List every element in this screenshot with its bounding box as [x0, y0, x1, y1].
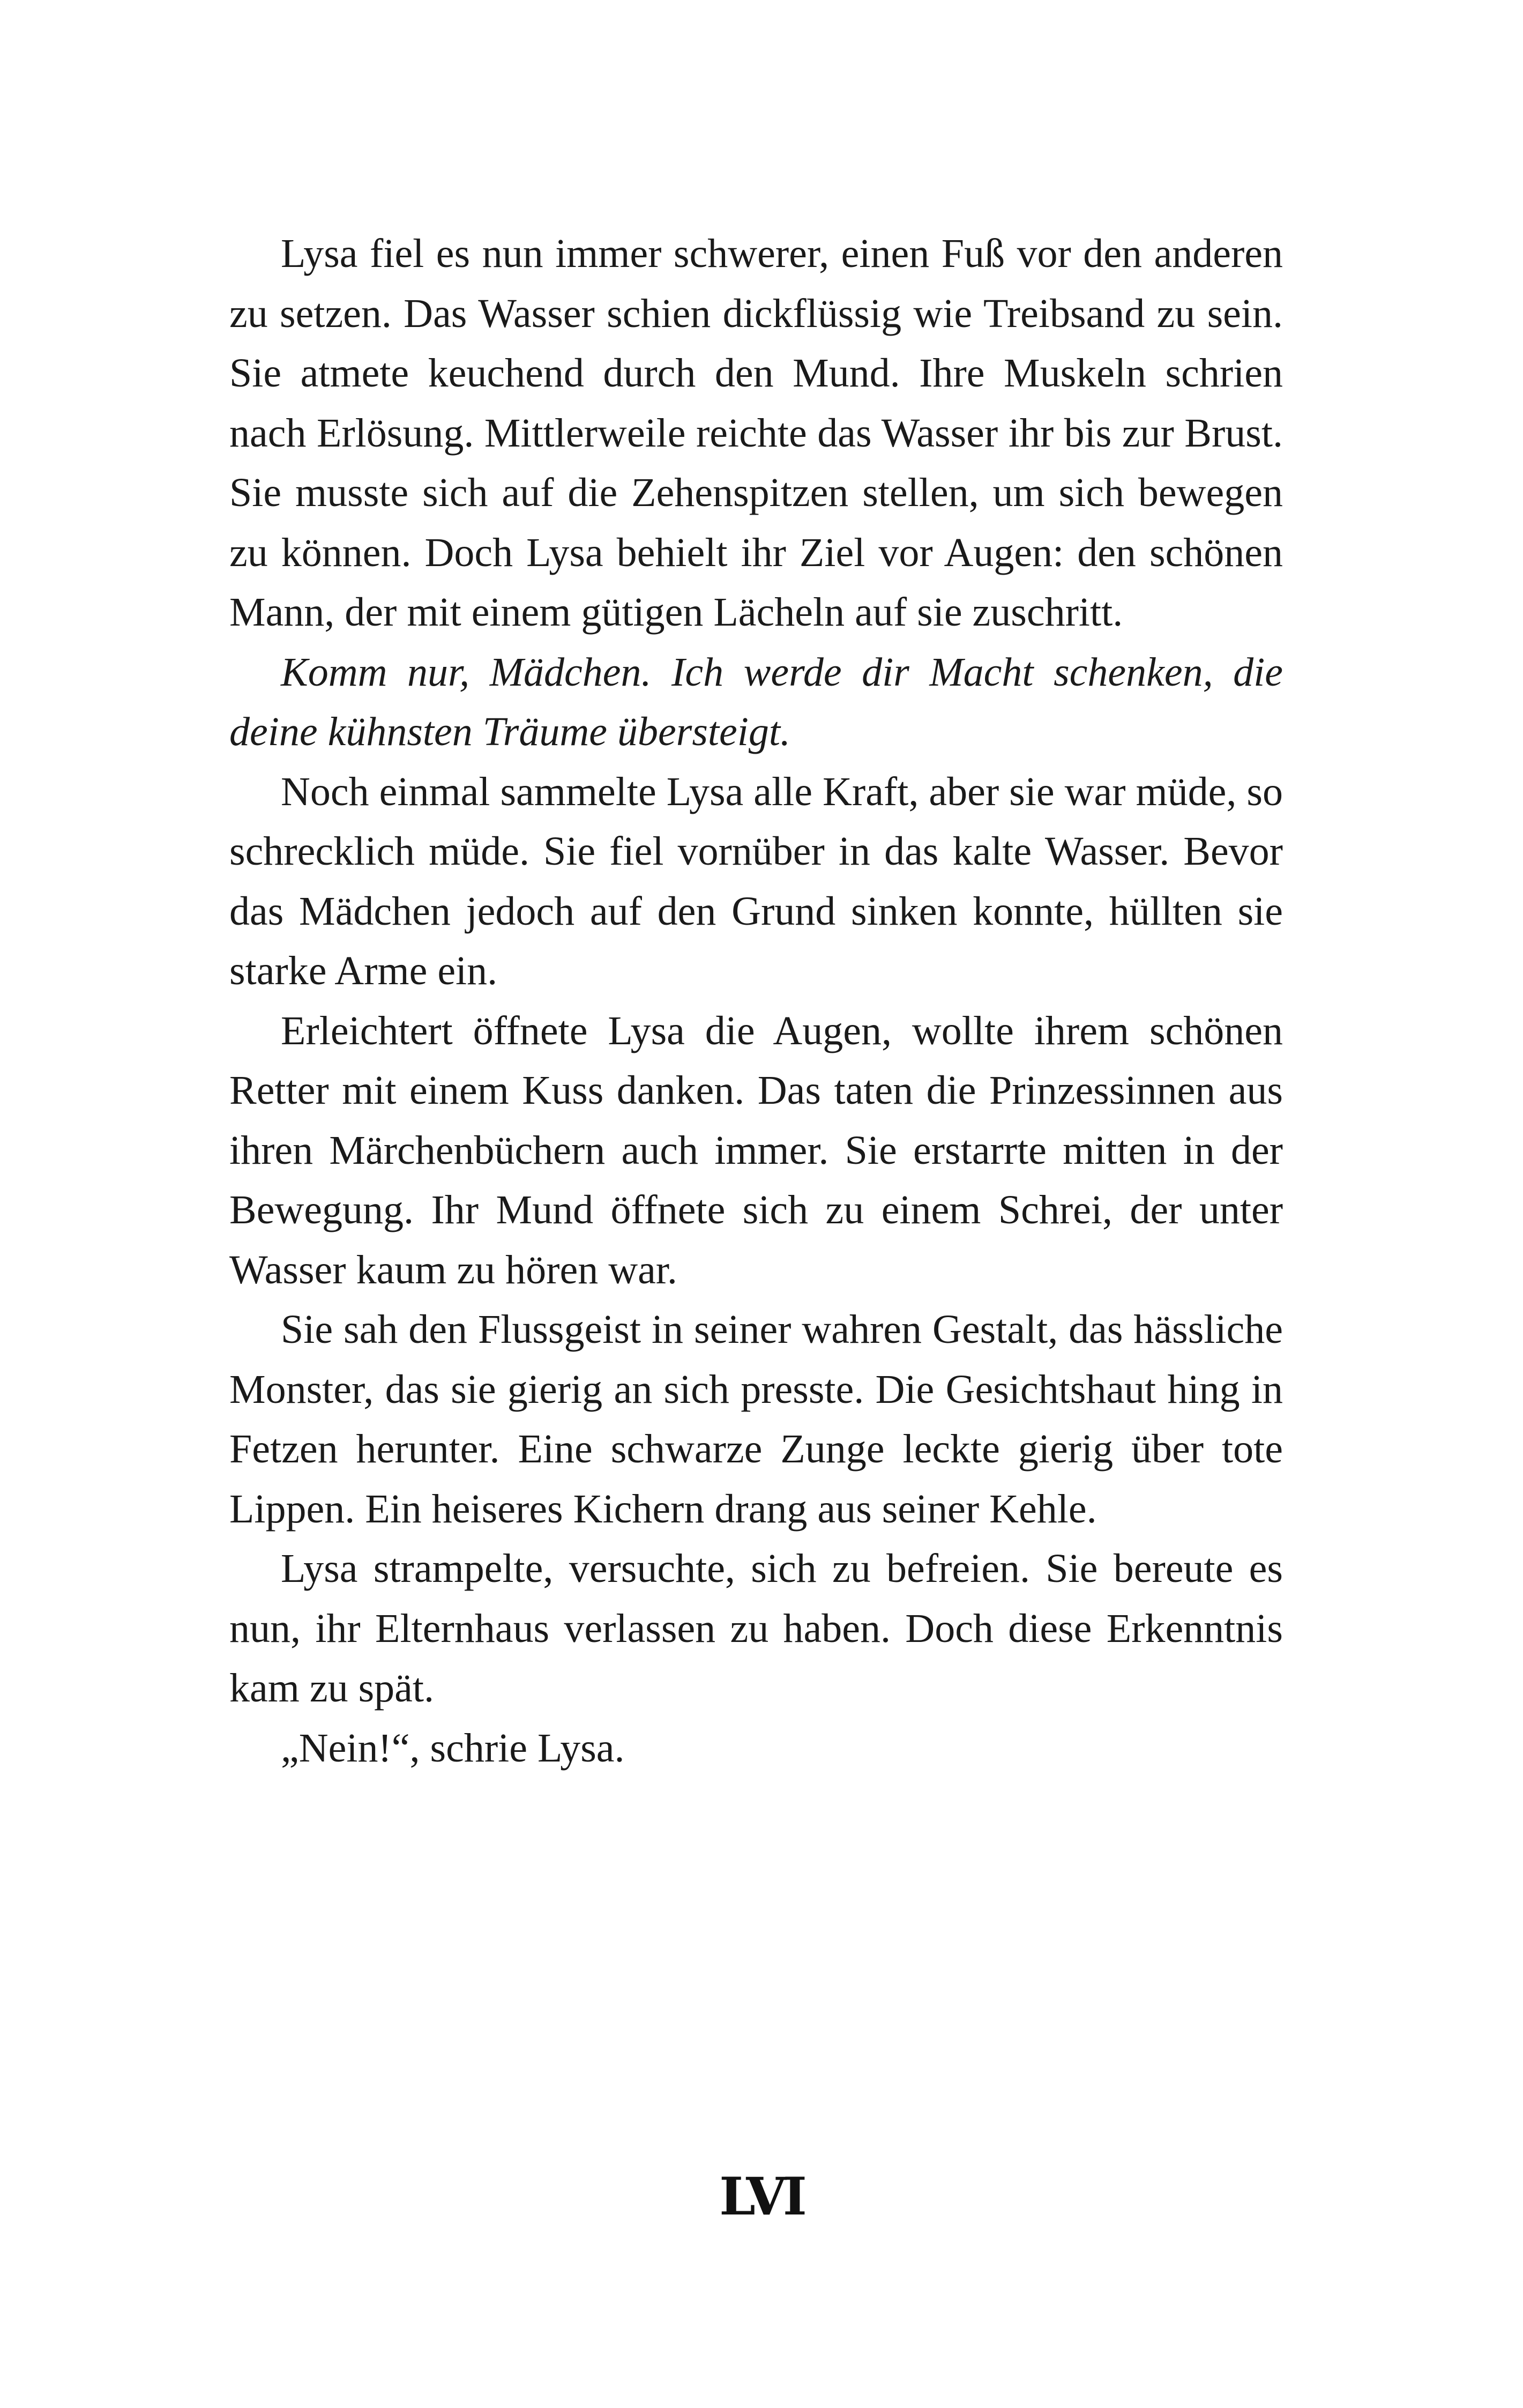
paragraph: Lysa strampelte, versuchte, sich zu befreien. Sie bereute es nun, ihr Elternhaus verlassen zu haben. Doch diese Erkenntnis kam zu spät. [229, 1546, 1283, 1711]
paragraph: Sie sah den Flussgeist in seiner wahren Gestalt, das hässliche Monster, das sie gierig an sich presste. Die Gesichtshaut hing in Fetzen herunter. Eine schwarze Zunge leckte gierig über tote Lippen. Ein heiseres Kichern drang aus seiner Kehle. [229, 1307, 1283, 1532]
paragraph: Lysa fiel es nun immer schwerer, einen Fuß vor den anderen zu setzen. Das Wasser schien dickflüssig wie Treibsand zu sein. Sie atmete keuchend durch den Mund. Ihre Muskeln schrien nach Erlösung. Mittlerweile reichte das Wasser ihr bis zur Brust. Sie musste sich auf die Zehenspitzen stellen, um sich bewegen zu können. Doch Lysa behielt ihr Ziel vor Augen: den schönen Mann, der mit einem gütigen Lächeln auf sie zuschritt. [229, 231, 1283, 635]
body-text [229, 224, 1283, 1778]
paragraph: Noch einmal sammelte Lysa alle Kraft, aber sie war müde, so schrecklich müde. Sie fiel vornüber in das kalte Wasser. Bevor das Mädchen jedoch auf den Grund sinken konnte, hüllten sie starke Arme ein. [229, 769, 1283, 993]
paragraph: „Nein!“, schrie Lysa. [281, 1725, 625, 1771]
paragraph-italic-thought: Komm nur, Mädchen. Ich werde dir Macht schenken, die deine kühnsten Träume übersteigt. [229, 649, 1283, 754]
paragraph: Erleichtert öffnete Lysa die Augen, wollte ihrem schönen Retter mit einem Kuss danken. Das taten die Prinzessinnen aus ihren Märchenbüchern auch immer. Sie erstarrte mitten in der Bewegung. Ihr Mund öffnete sich zu einem Schrei, der unter Wasser kaum zu hören war. [229, 1008, 1283, 1292]
page-number: LVI [719, 2166, 804, 2227]
